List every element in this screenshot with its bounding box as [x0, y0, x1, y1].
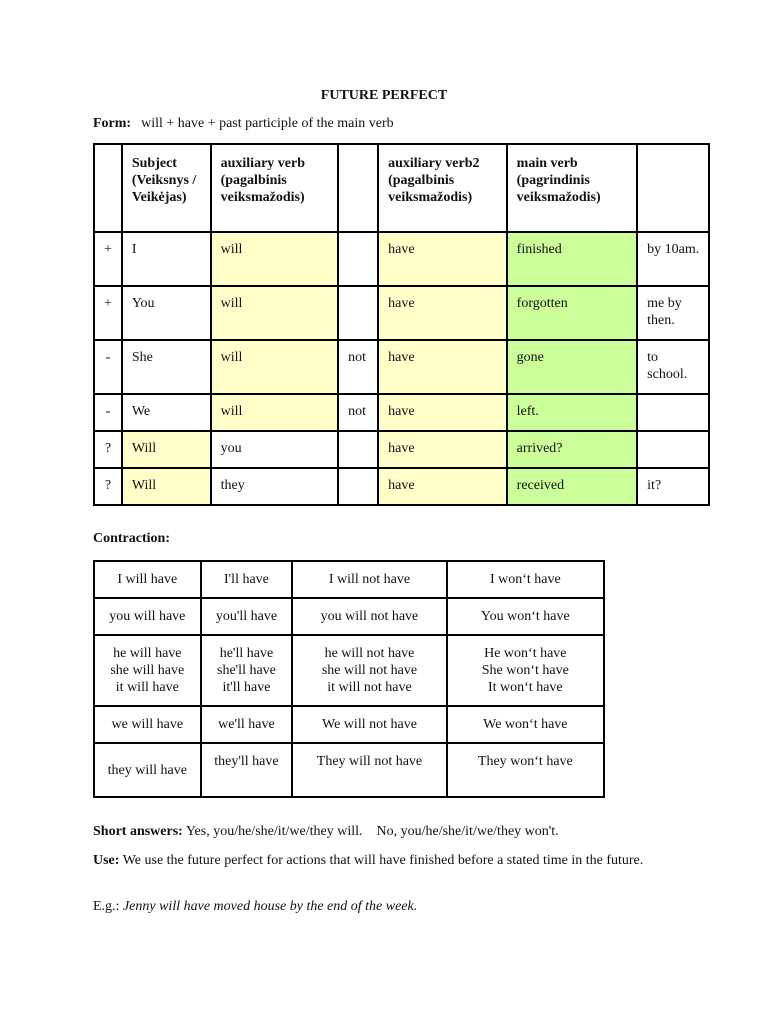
- table-row: [94, 286, 709, 340]
- table-cell: [338, 232, 378, 286]
- table-cell: he will have she will have it will have: [94, 635, 201, 706]
- table-cell: [637, 431, 709, 468]
- table-cell: received: [507, 468, 638, 505]
- table-cell: have: [378, 232, 507, 286]
- form-text: will + have + past participle of the main verb: [141, 116, 394, 131]
- table-cell: +: [94, 232, 122, 286]
- header-cell: [338, 144, 378, 232]
- table-row: [94, 431, 709, 468]
- table-cell: You: [122, 286, 211, 340]
- table-cell: You won‘t have: [447, 598, 604, 635]
- table-row: [94, 706, 604, 743]
- table-cell: they: [211, 468, 339, 505]
- table-row: [94, 561, 604, 598]
- table-cell: will: [211, 286, 339, 340]
- use-text: We use the future perfect for actions that will have finished before a stated time in the future.: [122, 853, 644, 868]
- header-cell: [94, 144, 122, 232]
- example-text: Jenny will have moved house by the end of the week.: [122, 899, 418, 914]
- table-cell: they'll have: [201, 743, 293, 797]
- table-cell: ?: [94, 468, 122, 505]
- table-cell: I won‘t have: [447, 561, 604, 598]
- table-header-row: [94, 144, 709, 232]
- table-cell: -: [94, 340, 122, 394]
- table-row: [94, 340, 709, 394]
- table-cell: you'll have: [201, 598, 293, 635]
- table-cell: Will: [122, 468, 211, 505]
- table-cell: will: [211, 394, 339, 431]
- short-answers-text: Yes, you/he/she/it/we/they will. No, you/he/she/it/we/they won't.: [185, 824, 559, 839]
- table-cell: They will not have: [292, 743, 446, 797]
- table-cell: We won‘t have: [447, 706, 604, 743]
- table-cell: finished: [507, 232, 638, 286]
- table-cell: we will have: [94, 706, 201, 743]
- page-title: FUTURE PERFECT: [320, 88, 448, 103]
- table-cell: have: [378, 468, 507, 505]
- contraction-label: Contraction:: [93, 531, 170, 546]
- table-cell: -: [94, 394, 122, 431]
- table-cell: Will: [122, 431, 211, 468]
- table-cell: he'll have she'll have it'll have: [201, 635, 293, 706]
- table-row: [94, 635, 604, 706]
- table-cell: [637, 394, 709, 431]
- table-cell: have: [378, 394, 507, 431]
- table-row: [94, 743, 604, 797]
- form-line: [93, 116, 394, 132]
- header-cell: auxiliary verb (pagalbinis veiksmažodis): [211, 144, 339, 232]
- table-cell: you will have: [94, 598, 201, 635]
- table-cell: [338, 468, 378, 505]
- table-cell: he will not have she will not have it will not have: [292, 635, 446, 706]
- table-cell: I'll have: [201, 561, 293, 598]
- short-answers: [93, 822, 673, 841]
- table-cell: you: [211, 431, 339, 468]
- table-cell: [338, 286, 378, 340]
- table-cell: left.: [507, 394, 638, 431]
- table-cell: She: [122, 340, 211, 394]
- table-cell: I will have: [94, 561, 201, 598]
- table-row: [94, 598, 604, 635]
- table-row: [94, 232, 709, 286]
- table-cell: He won‘t have She won‘t have It won‘t have: [447, 635, 604, 706]
- table-cell: not: [338, 394, 378, 431]
- header-cell: auxiliary verb2 (pagalbinis veiksmažodis): [378, 144, 507, 232]
- main-table: [93, 143, 710, 506]
- table-row: [94, 468, 709, 505]
- header-cell: [637, 144, 709, 232]
- table-cell: forgotten: [507, 286, 638, 340]
- use-label: Use:: [93, 853, 120, 868]
- form-label: Form:: [93, 116, 132, 131]
- table-cell: arrived?: [507, 431, 638, 468]
- header-cell: Subject (Veiksnys / Veikėjas): [122, 144, 211, 232]
- table-cell: I: [122, 232, 211, 286]
- table-cell: We will not have: [292, 706, 446, 743]
- contraction-table: [93, 560, 605, 798]
- example-paragraph: [93, 897, 673, 916]
- example-label: E.g.:: [93, 899, 120, 914]
- table-cell: I will not have: [292, 561, 446, 598]
- table-cell: have: [378, 340, 507, 394]
- table-cell: They won‘t have: [447, 743, 604, 797]
- table-cell: by 10am.: [637, 232, 709, 286]
- table-cell: will: [211, 340, 339, 394]
- table-cell: +: [94, 286, 122, 340]
- table-cell: [338, 431, 378, 468]
- table-cell: not: [338, 340, 378, 394]
- table-cell: we'll have: [201, 706, 293, 743]
- use-paragraph: [93, 851, 673, 870]
- table-cell: to school.: [637, 340, 709, 394]
- table-row: [94, 394, 709, 431]
- table-cell: have: [378, 431, 507, 468]
- table-cell: me by then.: [637, 286, 709, 340]
- table-cell: you will not have: [292, 598, 446, 635]
- header-cell: main verb (pagrindinis veiksmažodis): [507, 144, 638, 232]
- table-cell: it?: [637, 468, 709, 505]
- table-cell: gone: [507, 340, 638, 394]
- table-cell: they will have: [94, 743, 201, 797]
- table-cell: will: [211, 232, 339, 286]
- short-answers-label: Short answers:: [93, 824, 183, 839]
- table-cell: have: [378, 286, 507, 340]
- table-cell: We: [122, 394, 211, 431]
- table-cell: ?: [94, 431, 122, 468]
